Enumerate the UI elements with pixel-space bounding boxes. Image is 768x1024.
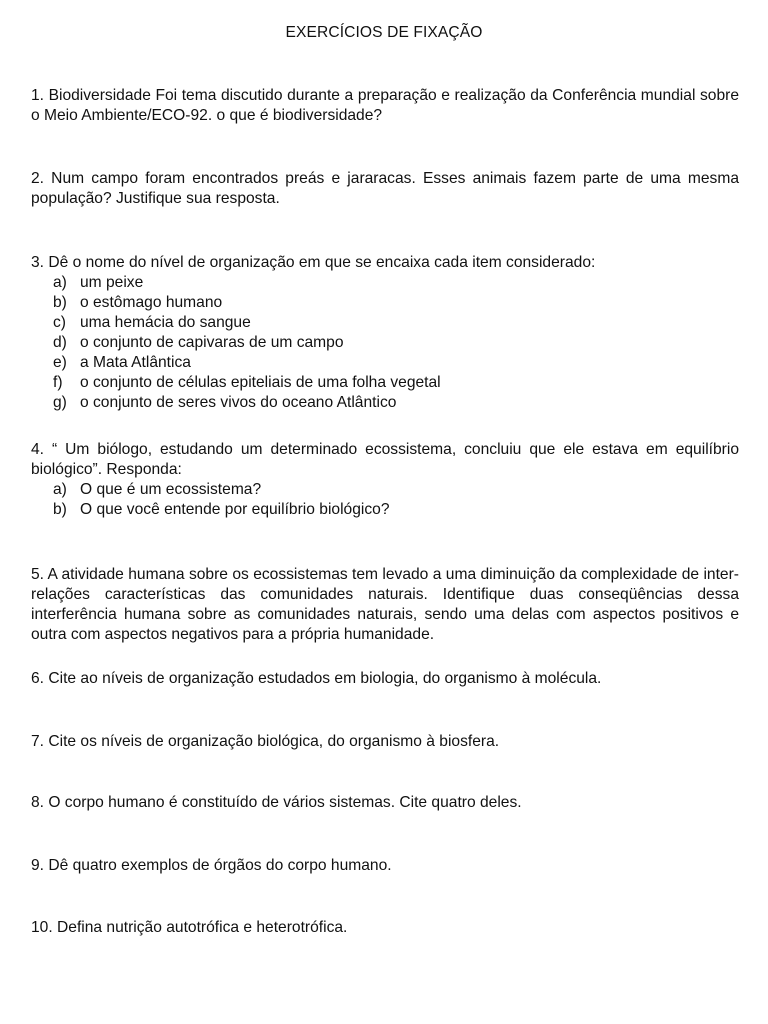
- list-item: [53, 353, 739, 373]
- list-item: [53, 373, 739, 393]
- item-text: o conjunto de capivaras de um campo: [80, 334, 344, 351]
- item-label: e): [53, 354, 67, 371]
- list-item: [53, 293, 739, 313]
- question-4-items: [31, 480, 739, 520]
- item-text: o estômago humano: [80, 294, 223, 311]
- item-label: a): [53, 481, 67, 498]
- list-item: [53, 480, 739, 500]
- question-9-text: 9. Dê quatro exemplos de órgãos do corpo humano.: [31, 857, 392, 874]
- question-9: [31, 856, 739, 876]
- question-8-text: 8. O corpo humano é constituído de vários sistemas. Cite quatro deles.: [31, 794, 522, 811]
- item-text: a Mata Atlântica: [80, 354, 191, 371]
- question-7-text: 7. Cite os níveis de organização biológica, do organismo à biosfera.: [31, 733, 500, 750]
- question-4-text: 4. “ Um biólogo, estudando um determinado ecossistema, concluiu que ele estava em equilíbrio biológico”. Responda:: [31, 441, 739, 478]
- question-1: [31, 86, 739, 126]
- question-2-text: 2. Num campo foram encontrados preás e jararacas. Esses animais fazem parte de uma mesma população? Justifique sua resposta.: [31, 170, 739, 207]
- item-label: f): [53, 374, 63, 391]
- list-item: [53, 273, 739, 293]
- item-label: b): [53, 501, 67, 518]
- question-1-text: 1. Biodiversidade Foi tema discutido durante a preparação e realização da Conferência mundial sobre o Meio Ambiente/ECO-92. o que é biodiversidade?: [31, 87, 739, 124]
- page-title: EXERCÍCIOS DE FIXAÇÃO: [285, 24, 483, 41]
- question-6-text: 6. Cite ao níveis de organização estudados em biologia, do organismo à molécula.: [31, 670, 602, 687]
- item-text: um peixe: [80, 274, 144, 291]
- question-3: [31, 253, 739, 413]
- list-item: [53, 393, 739, 413]
- question-3-text: 3. Dê o nome do nível de organização em que se encaixa cada item considerado:: [31, 254, 596, 271]
- item-text: o conjunto de seres vivos do oceano Atlântico: [80, 394, 397, 411]
- question-5-text: 5. A atividade humana sobre os ecossistemas tem levado a uma diminuição da complexidade de inter-relações características das comunidades naturais. Identifique duas conseqüências dessa interferência humana sobre as comunidades naturais, sendo uma delas com aspectos positivos e outra com aspectos negativos para a própria humanidade.: [31, 566, 739, 643]
- item-text: o conjunto de células epiteliais de uma folha vegetal: [80, 374, 441, 391]
- question-6: [31, 669, 739, 689]
- question-7: [31, 732, 739, 752]
- item-label: g): [53, 394, 67, 411]
- list-item: [53, 500, 739, 520]
- question-5: [31, 565, 739, 645]
- list-item: [53, 333, 739, 353]
- item-label: c): [53, 314, 66, 331]
- question-10-text: 10. Defina nutrição autotrófica e heterotrófica.: [31, 919, 348, 936]
- item-text: O que você entende por equilíbrio biológico?: [80, 501, 390, 518]
- item-label: d): [53, 334, 67, 351]
- item-text: O que é um ecossistema?: [80, 481, 262, 498]
- question-8: [31, 793, 739, 813]
- question-10: [31, 918, 739, 938]
- item-text: uma hemácia do sangue: [80, 314, 251, 331]
- item-label: a): [53, 274, 67, 291]
- question-3-items: [31, 273, 739, 413]
- question-2: [31, 169, 739, 209]
- question-4: [31, 440, 739, 520]
- item-label: b): [53, 294, 67, 311]
- list-item: [53, 313, 739, 333]
